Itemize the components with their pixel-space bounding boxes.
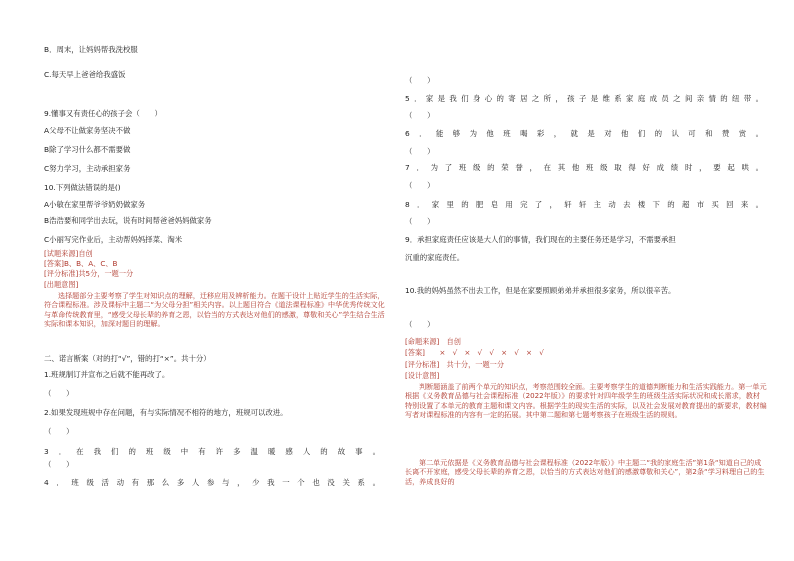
design-intent-text-1: 判断题涵盖了前两个单元的知识点，考察范围较全面。主要考察学生的道德判断能力和生活实践能力。第一单元根据《义务教育品德与社会课程标准（2022年版）》的要求针对四年级学生的班级生活实际状况和成长需求，教材特别设置了本单元的教育主题和课文内容。根据学生的现实生活的实际，以及社会发展对教育提出的新要求，教材编写者对课程标准的内容有一定的拓展。其中第二题和第七题考察孩子在班级生活的规则。 <box>405 382 767 420</box>
tf-1-blank: （ ） <box>44 389 74 398</box>
design-intent-text-2: 第二单元依据是《义务教育品德与社会课程标准（2022年版）》中主题二“我的家庭生活”第1条“知道自己的成长离不开家庭，感受父母长辈的养育之恩，以恰当的方式表达对他们的感激尊敬和关心”，第2条“学习料理自己的生活，养成良好的 <box>405 458 765 486</box>
intent-text: 选择题部分主要考察了学生对知识点的理解，迁移应用及辨析能力。在题干设计上贴近学生的生活实际，符合课程标准。涉及课标中主题二“为父母分担”相关内容。以上题目符合《道法课程标准》中华优秀传统文化与革命传统教育里，“感受父母长辈的养育之恩，以恰当的方式表达对他们的感激，尊敬和关心”学生结合生活实际和课本知识，加深对题目的理解。 <box>44 291 385 329</box>
tf-10-blank: （ ） <box>405 320 435 329</box>
q9-option-c: C努力学习，主动承担家务 <box>44 164 131 173</box>
tf-1: 1.班规制订并宣布之后就不能再改了。 <box>44 370 170 379</box>
q8-option-b: B．周末，让妈妈帮我洗校服 <box>44 45 138 54</box>
tf-3: 3．在我们的班级中有许多温暖感人的故事。 <box>44 447 380 456</box>
q8-option-c: C.每天早上爸爸给我盛饭 <box>44 70 126 79</box>
tf-scoring-rule: [评分标准] 共十分，一题一分 <box>405 360 505 369</box>
tf-4-blank: （ ） <box>405 76 435 85</box>
question-source: [试题来源]自创 <box>44 249 93 258</box>
tf-8-blank: （ ） <box>405 217 435 226</box>
tf-8: 8．家里的肥皂用完了，轩轩主动去楼下的超市买回来。 <box>405 200 763 209</box>
tf-9-line-2: 沉重的家庭责任。 <box>405 253 465 262</box>
tf-4: 4．班级活动有那么多人参与，少我一个也没关系。 <box>44 478 380 487</box>
design-intent-paragraph-2 <box>405 458 767 486</box>
tf-2-blank: （ ） <box>44 427 74 436</box>
q10-option-c: C小丽写完作业后，主动帮妈妈择菜、淘米 <box>44 235 183 244</box>
tf-6: 6．能够为他班喝彩，就是对他们的认可和赞赏。 <box>405 129 763 138</box>
tf-10: 10.我的妈妈虽然不出去工作，但是在家要照顾弟弟并承担很多家务，所以很辛苦。 <box>405 286 676 295</box>
q10-option-a: A小敏在家里帮爷爷奶奶做家务 <box>44 200 146 209</box>
tf-5: 5．家是我们身心的寄居之所，孩子是维系家庭成员之间亲情的纽带。 <box>405 94 763 103</box>
q10-stem: 10.下列做法错误的是() <box>44 183 121 192</box>
answer-key: [答案]B、B、A、C、B <box>44 259 118 268</box>
intent-paragraph <box>44 291 388 329</box>
tf-7: 7．为了班级的荣誉，在其他班级取得好成绩时，要起哄。 <box>405 163 763 172</box>
intent-label: [出题意图] <box>44 280 79 289</box>
tf-5-blank: （ ） <box>405 111 435 120</box>
section-two-heading: 二、诺言断案（对的打“√”，错的打“×”。共十分） <box>44 354 211 363</box>
tf-9-line-1: 9．承担家庭责任应该是大人们的事情，我们现在的主要任务还是学习，不需要承担 <box>405 235 676 244</box>
design-intent-label: [设计意图] <box>405 371 440 380</box>
tf-7-blank: （ ） <box>405 181 435 190</box>
tf-3-blank: （ ） <box>44 460 74 469</box>
proposition-source: [命题来源] 自创 <box>405 337 461 346</box>
q9-option-b: B除了学习什么都不需要做 <box>44 145 131 154</box>
design-intent-paragraph-1 <box>405 382 767 420</box>
tf-6-blank: （ ） <box>405 147 435 156</box>
tf-answer-key: [答案] × √ × √ √ × √ × √ <box>405 348 544 357</box>
scoring-rule: [评分标准]共5分，一题一分 <box>44 269 134 278</box>
q9-stem: 9.懂事又有责任心的孩子会（ ） <box>44 109 162 118</box>
tf-2: 2.如果发现班规中存在问题，有与实际情况不相符的地方，班规可以改进。 <box>44 408 288 417</box>
q10-option-b: B浩浩要和同学出去玩，说有时间帮爸爸妈妈做家务 <box>44 216 212 225</box>
q9-option-a: A父母不让做家务坚决不做 <box>44 126 131 135</box>
